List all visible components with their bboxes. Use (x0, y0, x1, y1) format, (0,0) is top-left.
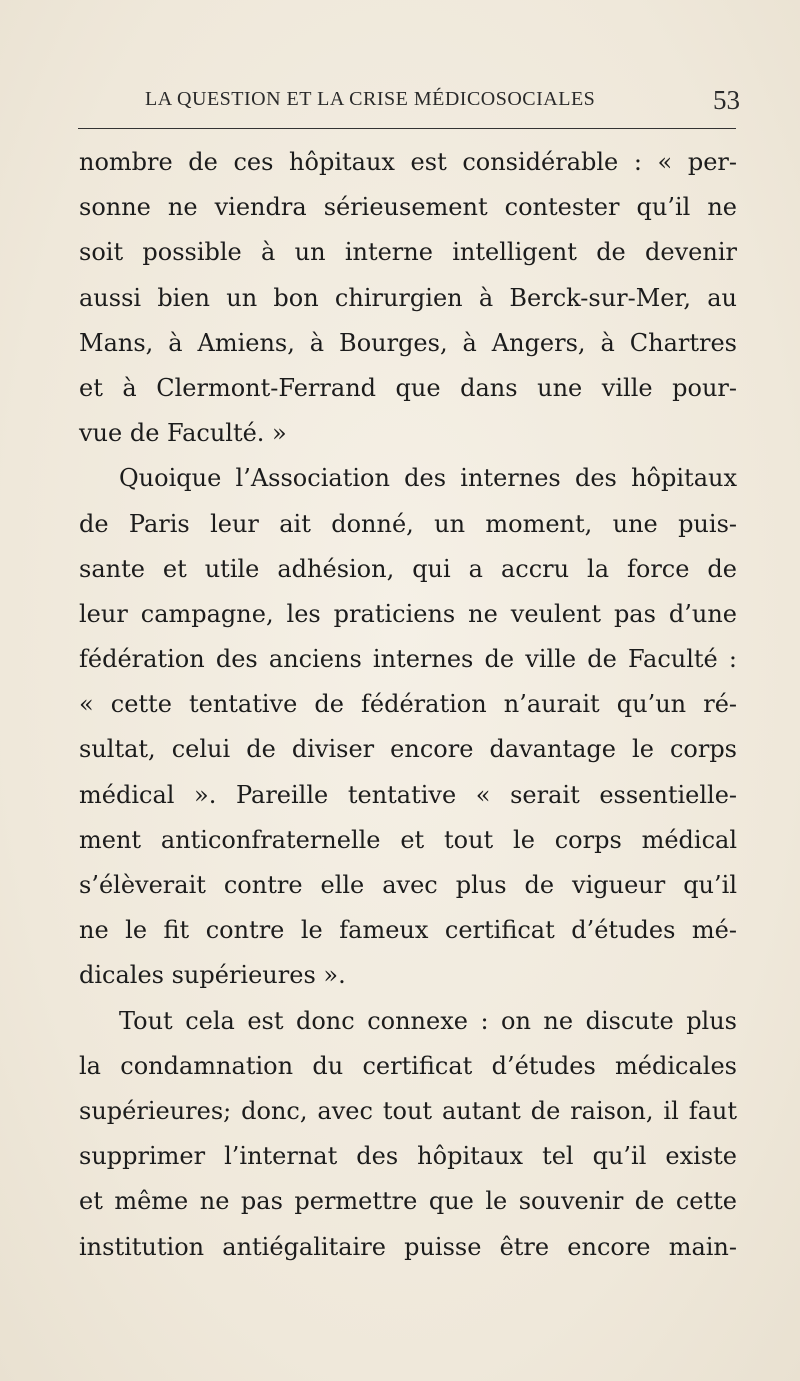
text-line: sonne ne viendra sérieusement contester qu’il ne (79, 193, 737, 222)
text-line: « cette tentative de fédération n’aurait qu’un ré- (79, 690, 737, 719)
text-line: supérieures; donc, avec tout autant de raison, il faut (79, 1096, 737, 1125)
text-line: aussi bien un bon chirurgien à Berck-sur-Mer, au (79, 283, 737, 312)
text-line: sante et utile adhésion, qui a accru la force de (79, 554, 737, 583)
text-line: de Paris leur ait donné, un moment, une puis- (79, 509, 737, 538)
running-head (145, 85, 740, 118)
text-line: ne le fit contre le fameux certificat d’études mé- (79, 916, 737, 945)
text-line: institution antiégalitaire puisse être encore main- (79, 1232, 737, 1261)
text-line: et à Clermont-Ferrand que dans une ville pour- (79, 373, 737, 402)
text-line: médical ». Pareille tentative « serait essentielle- (79, 780, 737, 809)
text-line: s’élèverait contre elle avec plus de vigueur qu’il (79, 871, 737, 899)
page-number: 53 (713, 85, 740, 115)
text-line: soit possible à un interne intelligent de devenir (79, 238, 737, 267)
text-line: et même ne pas permettre que le souvenir de cette (79, 1187, 737, 1216)
text-line: nombre de ces hôpitaux est considérable : « per- (79, 148, 737, 176)
running-title: LA QUESTION ET LA CRISE MÉDICOSOCIALES (145, 88, 596, 110)
header-rule (78, 128, 736, 129)
text-line: Quoique l’Association des internes des hôpitaux (119, 464, 737, 493)
text-line: supprimer l’internat des hôpitaux tel qu’il existe (79, 1142, 737, 1171)
text-line: vue de Faculté. » (79, 419, 287, 448)
text-line: la condamnation du certificat d’études médicales (79, 1051, 737, 1080)
body-text (79, 140, 737, 1270)
text-line: ment anticonfraternelle et tout le corps médical (79, 825, 737, 854)
text-line: leur campagne, les praticiens ne veulent pas d’une (79, 599, 737, 628)
text-line: Mans, à Amiens, à Bourges, à Angers, à Chartres (79, 328, 737, 357)
text-line: Tout cela est donc connexe : on ne discute plus (119, 1006, 737, 1035)
text-line: sultat, celui de diviser encore davantage le corps (79, 735, 737, 764)
text-line: fédération des anciens internes de ville de Faculté : (79, 645, 737, 674)
text-line: dicales supérieures ». (79, 961, 346, 990)
